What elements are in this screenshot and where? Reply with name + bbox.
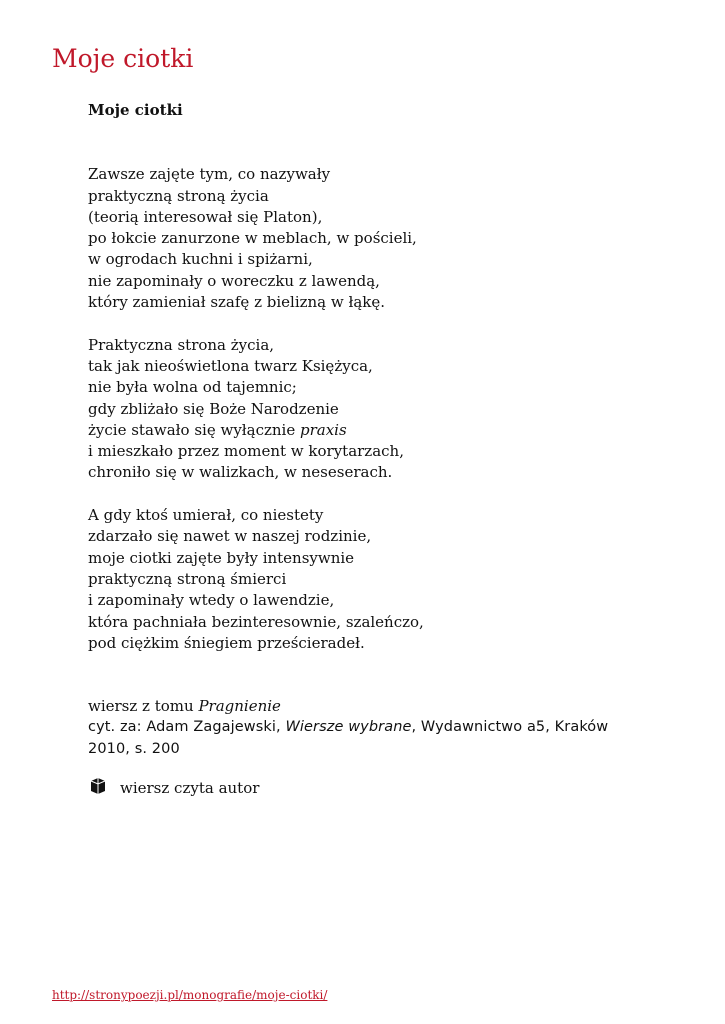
citation-title: Wiersze wybrane [285,719,412,736]
poem-line: pod ciężkim śniegiem prześcieradeł. [88,633,365,652]
poem-line: praktyczną stroną śmierci [88,569,287,588]
source-info [88,696,668,760]
poem-line: A gdy ktoś umierał, co niestety [88,506,324,525]
volume-line [88,696,668,717]
poem-line: Praktyczna strona życia, [88,335,275,354]
poem-line: która pachniała bezinteresownie, szaleńczo, [88,612,424,631]
poem-line: zdarzało się nawet w naszej rodzinie, [88,527,372,546]
poem-line: nie zapominały o woreczku z lawendą, [88,271,380,290]
poem-heading: Moje ciotki [88,101,183,119]
citation-suffix: , Wydawnictwo a5, Kraków 2010, s. 200 [88,719,609,757]
stanza-1 [88,164,668,313]
citation [88,717,648,760]
audio-link[interactable] [88,778,668,800]
poem-line: praktyczną stroną życia [88,186,269,205]
poem-line: moje ciotki zajęte były intensywnie [88,548,355,567]
poem-line: chroniło się w walizkach, w neseserach. [88,463,393,482]
volume-prefix: wiersz z tomu [88,697,199,716]
poem-line: gdy zbliżało się Boże Narodzenie [88,399,339,418]
book-icon [88,776,108,796]
poem-content [88,100,668,800]
stanza-2 [88,335,668,484]
praxis-word: praxis [300,420,347,439]
page-title: Moje ciotki [52,44,194,73]
poem-line: i mieszkało przez moment w korytarzach, [88,442,404,461]
stanza-3 [88,505,668,654]
poem-line: tak jak nieoświetlona twarz Księżyca, [88,356,373,375]
poem-line: Zawsze zajęte tym, co nazywały [88,165,331,184]
poem-line: w ogrodach kuchni i spiżarni, [88,250,313,269]
audio-label[interactable]: wiersz czyta autor [120,779,260,798]
poem-line: i zapominały wtedy o lawendzie, [88,591,335,610]
poem-line: (teorią interesował się Platon), [88,207,323,226]
poem-line: nie była wolna od tajemnic; [88,378,297,397]
poem-line: który zamieniał szafę z bielizną w łąkę. [88,293,386,312]
source-url-link[interactable]: http://stronypoezji.pl/monografie/moje-ciotki/ [52,988,328,1002]
praxis-line-prefix: życie stawało się wyłącznie [88,420,300,439]
poem-line-praxis [88,420,668,441]
volume-title: Pragnienie [198,697,281,716]
poem-line: po łokcie zanurzone w meblach, w pościeli, [88,229,417,248]
citation-prefix: cyt. za: Adam Zagajewski, [88,719,286,736]
